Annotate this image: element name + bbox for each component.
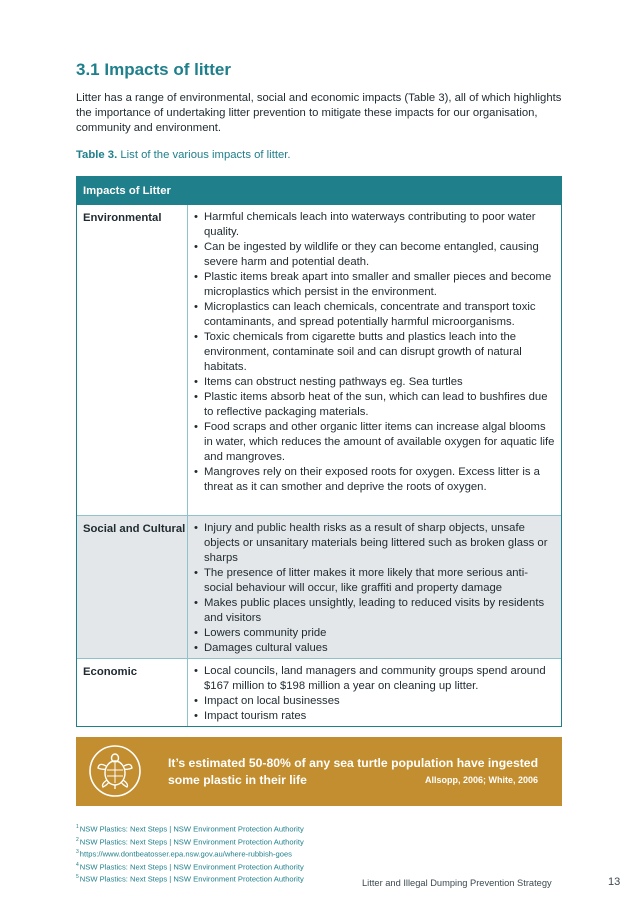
turtle-icon — [88, 744, 142, 798]
bullet-item: • Impact tourism rates — [194, 709, 555, 724]
footnote-text: NSW Plastics: Next Steps | NSW Environment Protection Authority — [79, 837, 304, 847]
bullet-item: • Plastic items absorb heat of the sun, which can lead to bushfires due to reflective packaging materials. — [194, 390, 555, 420]
footnote — [76, 835, 304, 848]
table-caption-text: List of the various impacts of litter. — [117, 149, 291, 161]
bullet-item: • Local councils, land managers and community groups spend around $167 million to $198 million a year on cleaning up litter. — [194, 664, 555, 694]
footnote-link[interactable]: https://www.dontbeatosser.epa.nsw.gov.au/where-rubbish-goes — [79, 849, 292, 859]
bullet-item: • Damages cultural values — [194, 641, 555, 656]
callout-text: It’s estimated 50-80% of any sea turtle population have ingested some plastic in their life — [168, 756, 539, 787]
footnote-text: NSW Plastics: Next Steps | NSW Environment Protection Authority — [79, 824, 304, 834]
footnote — [76, 860, 304, 873]
footnote-number: 4 — [76, 861, 79, 868]
bullet-item: • Harmful chemicals leach into waterways contributing to poor water quality. — [194, 210, 555, 240]
bullet-list — [188, 659, 561, 726]
table-row-social-cultural — [77, 515, 561, 658]
bullet-item: • Can be ingested by wildlife or they can become entangled, causing severe harm and potential death. — [194, 240, 555, 270]
footnotes — [76, 822, 304, 885]
table-row-environmental — [77, 205, 561, 515]
footer-document-title: Litter and Illegal Dumping Prevention Strategy — [362, 878, 552, 888]
row-label: Economic — [77, 659, 188, 726]
bullet-item: • Makes public places unsightly, leading to reduced visits by residents and visitors — [194, 596, 555, 626]
footnote-text: NSW Plastics: Next Steps | NSW Environment Protection Authority — [79, 874, 304, 884]
intro-paragraph: Litter has a range of environmental, social and economic impacts (Table 3), all of which highlights the importance of undertaking litter prevention to mitigate these impacts for our organisation, community and environment. — [76, 92, 562, 134]
callout-source: Allsopp, 2006; White, 2006 — [424, 775, 538, 785]
bullet-item: • Lowers community pride — [194, 626, 555, 641]
impacts-table — [76, 176, 562, 727]
footnote[interactable] — [76, 847, 304, 860]
footnote-number: 5 — [76, 874, 79, 881]
bullet-item: • Toxic chemicals from cigarette butts and plastics leach into the environment, contaminate soil and can disrupt growth of natural habitats. — [194, 330, 555, 375]
table-caption-label: Table 3. — [76, 149, 118, 161]
bullet-item: • Food scraps and other organic litter items can increase algal blooms in water, which reduces the amount of available oxygen for aquatic life and mangroves. — [194, 420, 555, 465]
footnote-number: 2 — [76, 836, 79, 843]
bullet-item: • Microplastics can leach chemicals, concentrate and transport toxic contaminants, and spread potentially harmful microorganisms. — [194, 300, 555, 330]
section-heading: 3.1 Impacts of litter — [76, 60, 231, 79]
row-label: Environmental — [77, 205, 188, 515]
page-number: 13 — [608, 876, 621, 888]
bullet-item: • The presence of litter makes it more likely that more serious anti-social behaviour will occur, like graffiti and property damage — [194, 566, 555, 596]
bullet-list — [188, 205, 561, 515]
bullet-item: • Items can obstruct nesting pathways eg. Sea turtles — [194, 375, 555, 390]
table-header: Impacts of Litter — [77, 177, 561, 205]
row-label: Social and Cultural — [77, 516, 188, 658]
turtle-fact-callout — [76, 737, 562, 806]
footnote — [76, 822, 304, 835]
footnote-text: NSW Plastics: Next Steps | NSW Environment Protection Authority — [79, 862, 304, 872]
footnote-number: 1 — [76, 824, 79, 830]
footnote — [76, 872, 304, 885]
bullet-item: • Injury and public health risks as a result of sharp objects, unsafe objects or unsanitary materials being littered such as broken glass or sharps — [194, 521, 555, 566]
bullet-item: • Plastic items break apart into smaller and smaller pieces and become microplastics which persist in the environment. — [194, 270, 555, 300]
footnote-number: 3 — [76, 849, 79, 856]
bullet-item: • Mangroves rely on their exposed roots for oxygen. Excess litter is a threat as it can smother and deprive the roots of oxygen. — [194, 465, 555, 495]
table-caption — [76, 149, 291, 161]
bullet-list — [188, 516, 561, 658]
bullet-item: • Impact on local businesses — [194, 694, 555, 709]
table-row-economic — [77, 658, 561, 726]
